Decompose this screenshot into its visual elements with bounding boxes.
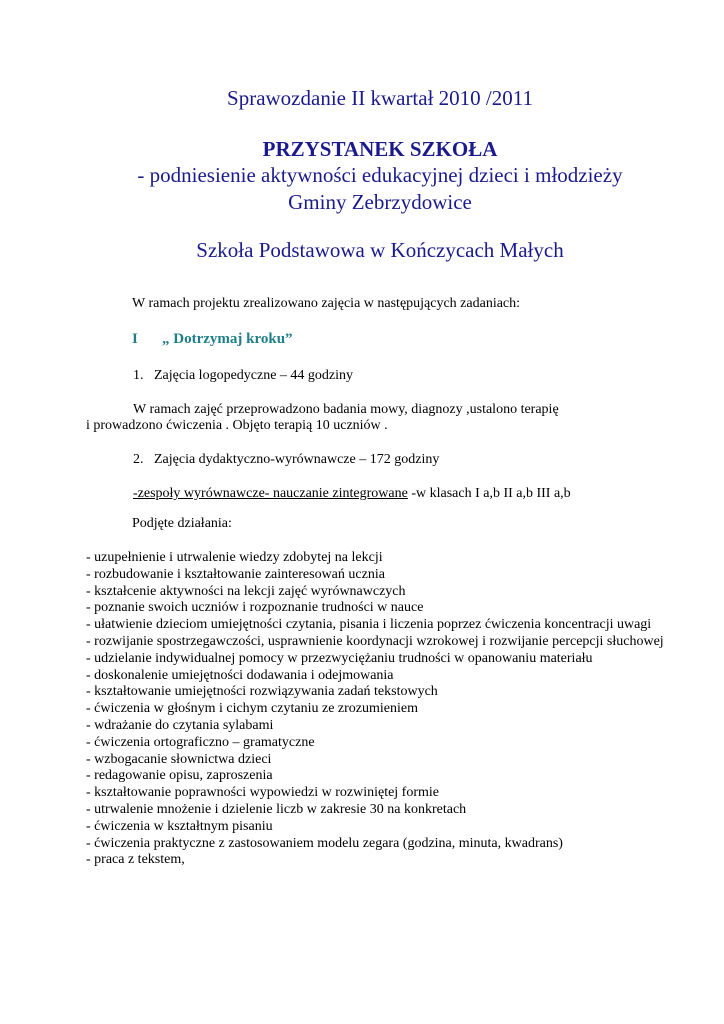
list-item: - ćwiczenia ortograficzno – gramatyczne bbox=[86, 734, 315, 750]
project-name: PRZYSTANEK SZKOŁA bbox=[262, 137, 498, 161]
list-item: - ćwiczenia w głośnym i cichym czytaniu ze zrozumieniem bbox=[86, 701, 418, 717]
item-1-description-line-1: W ramach zajęć przeprowadzono badania mowy, diagnozy ,ustalono terapię bbox=[133, 402, 559, 417]
report-title: Sprawozdanie II kwartał 2010 /2011 bbox=[227, 86, 533, 110]
list-item: - praca z tekstem, bbox=[86, 852, 185, 868]
list-item: - poznanie swoich uczniów i rozpoznanie trudności w nauce bbox=[86, 600, 424, 616]
item-1-text: Zajęcia logopedyczne – 44 godziny bbox=[154, 368, 354, 383]
item-1-description-line-2: i prowadzono ćwiczenia . Objęto terapią 10 uczniów . bbox=[86, 418, 388, 433]
item-1-number: 1. bbox=[133, 368, 144, 383]
project-subtitle-line-1: - podniesienie aktywności edukacyjnej dzieci i młodzieży bbox=[137, 163, 623, 187]
project-subtitle-line-2: Gminy Zebrzydowice bbox=[288, 190, 472, 214]
list-item: - wzbogacanie słownictwa dzieci bbox=[86, 751, 272, 767]
section-numeral: I bbox=[132, 331, 138, 347]
list-item: - wdrażanie do czytania sylabami bbox=[86, 717, 274, 733]
list-item: - ćwiczenia w kształtnym pisaniu bbox=[86, 818, 273, 834]
item-2-groups-underlined: -zespoły wyrównawcze- nauczanie zintegrowane bbox=[133, 486, 408, 501]
intro-paragraph: W ramach projektu zrealizowano zajęcia w następujących zadaniach: bbox=[132, 296, 521, 311]
list-item: - kształtowanie poprawności wypowiedzi w rozwiniętej formie bbox=[86, 785, 440, 801]
list-item: - doskonalenie umiejętności dodawania i odejmowania bbox=[86, 667, 394, 683]
section-title: „ Dotrzymaj kroku” bbox=[162, 331, 293, 347]
item-1 bbox=[133, 368, 353, 384]
item-2-text: Zajęcia dydaktyczno-wyrównawcze – 172 godziny bbox=[154, 452, 440, 467]
item-2-groups-classes: -w klasach I a,b II a,b III a,b bbox=[407, 486, 571, 501]
list-item: - kształtowanie umiejętności rozwiązywania zadań tekstowych bbox=[86, 684, 438, 700]
item-2 bbox=[133, 452, 439, 468]
school-name: Szkoła Podstawowa w Kończycach Małych bbox=[196, 238, 564, 262]
list-item: - ćwiczenia praktyczne z zastosowaniem modelu zegara (godzina, minuta, kwadrans) bbox=[86, 835, 563, 851]
list-item: - redagowanie opisu, zaproszenia bbox=[86, 768, 273, 784]
item-2-groups bbox=[133, 486, 571, 502]
activities-list bbox=[86, 550, 666, 869]
list-item: - utrwalenie mnożenie i dzielenie liczb w zakresie 30 na konkretach bbox=[86, 801, 467, 817]
list-item: - kształcenie aktywności na lekcji zajęć wyrównawczych bbox=[86, 583, 406, 599]
list-item: - rozwijanie spostrzegawczości, usprawnienie koordynacji wzrokowej i rozwijanie percepcji słuchowej bbox=[86, 633, 664, 649]
section-heading bbox=[132, 331, 293, 348]
list-item: - uzupełnienie i utrwalenie wiedzy zdobytej na lekcji bbox=[86, 550, 383, 565]
item-2-number: 2. bbox=[133, 452, 144, 467]
list-item: - rozbudowanie i kształtowanie zainteresowań ucznia bbox=[86, 566, 385, 582]
list-item: - udzielanie indywidualnej pomocy w przezwyciężaniu trudności w opanowaniu materiału bbox=[86, 650, 593, 666]
list-item: - ułatwienie dzieciom umiejętności czytania, pisania i liczenia poprzez ćwiczenia koncentracji uwagi bbox=[86, 617, 652, 633]
actions-label: Podjęte działania: bbox=[132, 516, 232, 531]
